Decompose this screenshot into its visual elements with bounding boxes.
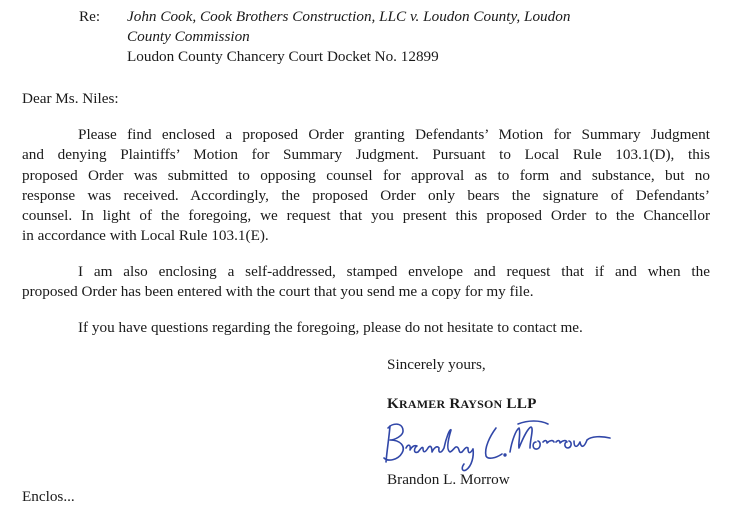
paragraph-line: Please find enclosed a proposed Order granting Defendants’ Motion for Summary Judgment bbox=[78, 126, 710, 143]
re-case-caption-line2: County Commission bbox=[127, 28, 250, 45]
paragraph-line: proposed Order has been entered with the court that you send me a copy for my file. bbox=[22, 283, 534, 301]
enclosure-line-cut: Enclos... bbox=[22, 488, 75, 505]
paragraph-line: and denying Plaintiffs’ Motion for Summary Judgment. Pursuant to Local Rule 103.1(D), this bbox=[22, 146, 710, 164]
closing: Sincerely yours, bbox=[387, 356, 486, 373]
paragraph-line: counsel. In light of the foregoing, we request that you present this proposed Order to the Chancellor bbox=[22, 207, 710, 225]
paragraph-line: I am also enclosing a self-addressed, stamped envelope and request that if and when the bbox=[78, 263, 710, 280]
re-docket-number: Loudon County Chancery Court Docket No. 12899 bbox=[127, 48, 439, 65]
handwritten-signature bbox=[378, 418, 638, 474]
firm-name: KRAMER RAYSON LLP bbox=[387, 395, 537, 412]
paragraph-line: in accordance with Local Rule 103.1(E). bbox=[22, 227, 269, 245]
body-paragraph-3: If you have questions regarding the foregoing, please do not hesitate to contact me. bbox=[78, 319, 583, 336]
signer-name: Brandon L. Morrow bbox=[387, 471, 510, 488]
paragraph-line: proposed Order was submitted to opposing counsel for approval as to form and substance, but no bbox=[22, 166, 710, 184]
body-paragraph-2 bbox=[22, 262, 710, 303]
re-label: Re: bbox=[79, 8, 101, 25]
paragraph-line: response was received. Accordingly, the proposed Order only bears the signature of Defendants’ bbox=[22, 186, 710, 204]
body-paragraph-1 bbox=[22, 125, 710, 247]
re-case-caption-line1: John Cook, Cook Brothers Construction, LLC v. Loudon County, Loudon bbox=[127, 8, 571, 25]
salutation: Dear Ms. Niles: bbox=[22, 90, 119, 107]
